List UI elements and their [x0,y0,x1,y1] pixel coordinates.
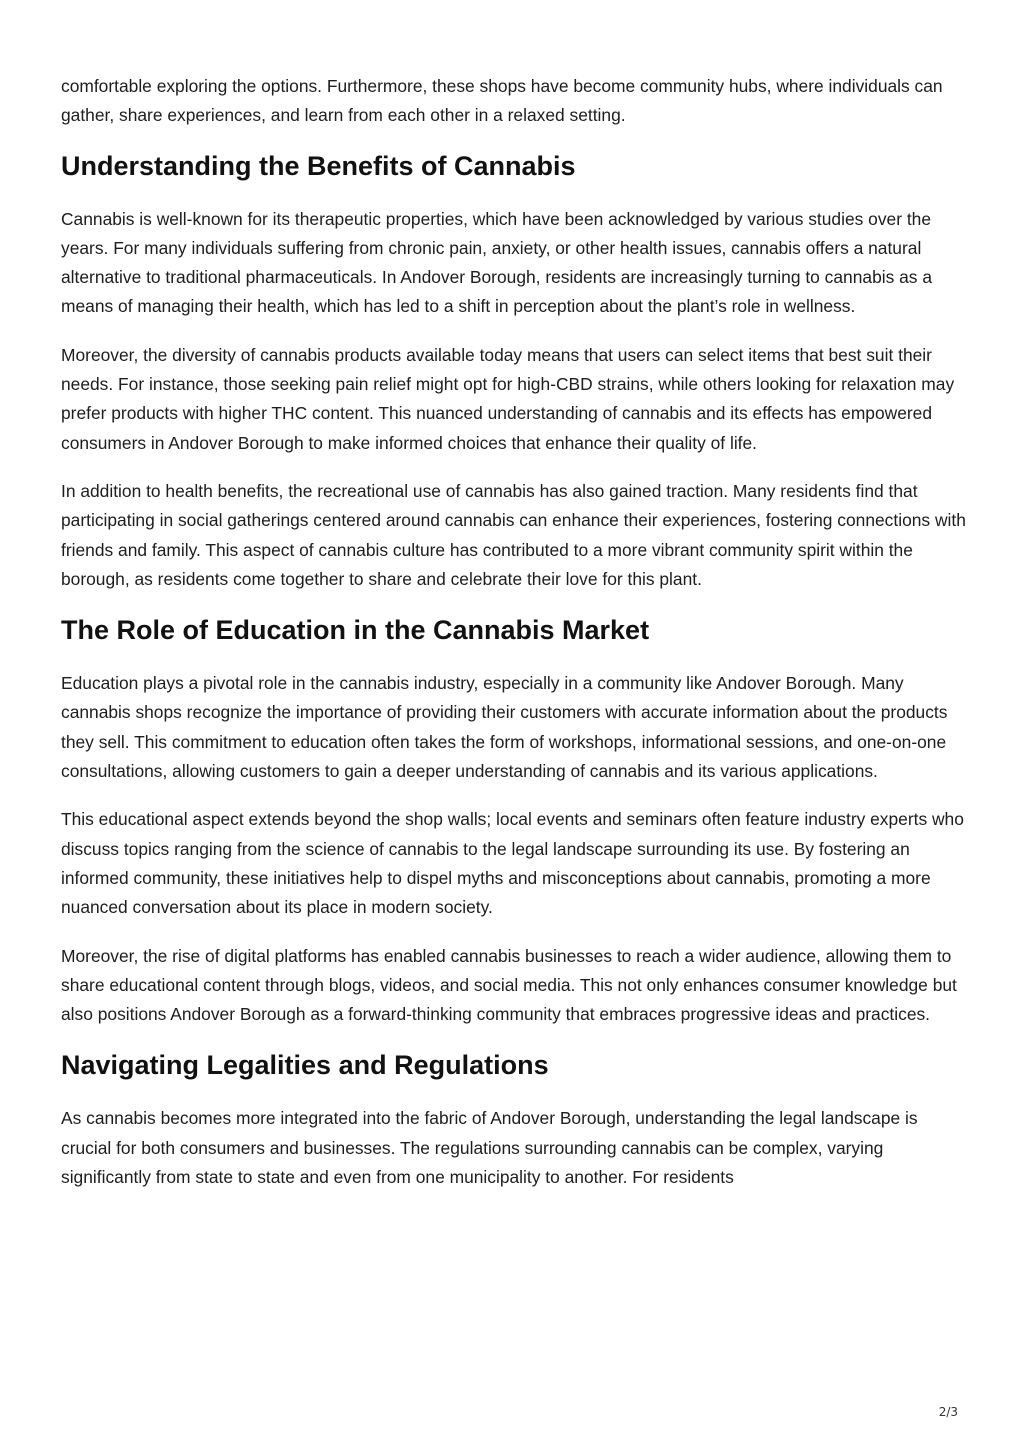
section-heading-benefits: Understanding the Benefits of Cannabis [61,150,576,181]
education-paragraph-1: Education plays a pivotal role in the cannabis industry, especially in a community like Andover Borough. Many cannabis shops recognize the importance of providing their customers with accurate information about the products they sell. This commitment to education often takes the form of workshops, informational sessions, and one-on-one consultations, allowing customers to gain a deeper understanding of cannabis and its various applications. [61,673,948,782]
section-heading-education: The Role of Education in the Cannabis Market [61,615,650,646]
benefits-paragraph-2: Moreover, the diversity of cannabis products available today means that users can select items that best suit their needs. For instance, those seeking pain relief might opt for high-CBD strains, while others looking for relaxation may prefer products with higher THC content. This nuanced understanding of cannabis and its effects has empowered consumers in Andover Borough to make informed choices that enhance their quality of life. [61,344,955,453]
document-page [61,72,966,1211]
legalities-paragraph-1: As cannabis becomes more integrated into the fabric of Andover Borough, understanding the legal landscape is crucial for both consumers and businesses. The regulations surrounding cannabis can be complex, varying significantly from state to state and even from one municipality to another. For residents [61,1108,918,1188]
intro-paragraph: comfortable exploring the options. Furthermore, these shops have become community hubs, where individuals can gather, share experiences, and learn from each other in a relaxed setting. [61,76,943,126]
education-paragraph-3: Moreover, the rise of digital platforms has enabled cannabis businesses to reach a wider audience, allowing them to share educational content through blogs, videos, and social media. This not only enhances consumer knowledge but also positions Andover Borough as a forward-thinking community that embraces progressive ideas and practices. [61,945,957,1025]
education-paragraph-2: This educational aspect extends beyond the shop walls; local events and seminars often feature industry experts who discuss topics ranging from the science of cannabis to the legal landscape surrounding its use. By fostering an informed community, these initiatives help to dispel myths and misconceptions about cannabis, promoting a more nuanced conversation about its place in modern society. [61,809,964,918]
section-heading-legalities: Navigating Legalities and Regulations [61,1050,549,1081]
page-number: 2/3 [938,1405,958,1419]
benefits-paragraph-1: Cannabis is well-known for its therapeutic properties, which have been acknowledged by various studies over the years. For many individuals suffering from chronic pain, anxiety, or other health issues, cannabis offers a natural alternative to traditional pharmaceuticals. In Andover Borough, residents are increasingly turning to cannabis as a means of managing their health, which has led to a shift in perception about the plant’s role in wellness. [61,208,933,317]
benefits-paragraph-3: In addition to health benefits, the recreational use of cannabis has also gained traction. Many residents find that participating in social gatherings centered around cannabis can enhance their experiences, fostering connections with friends and family. This aspect of cannabis culture has contributed to a more vibrant community spirit within the borough, as residents come together to share and celebrate their love for this plant. [61,480,966,589]
